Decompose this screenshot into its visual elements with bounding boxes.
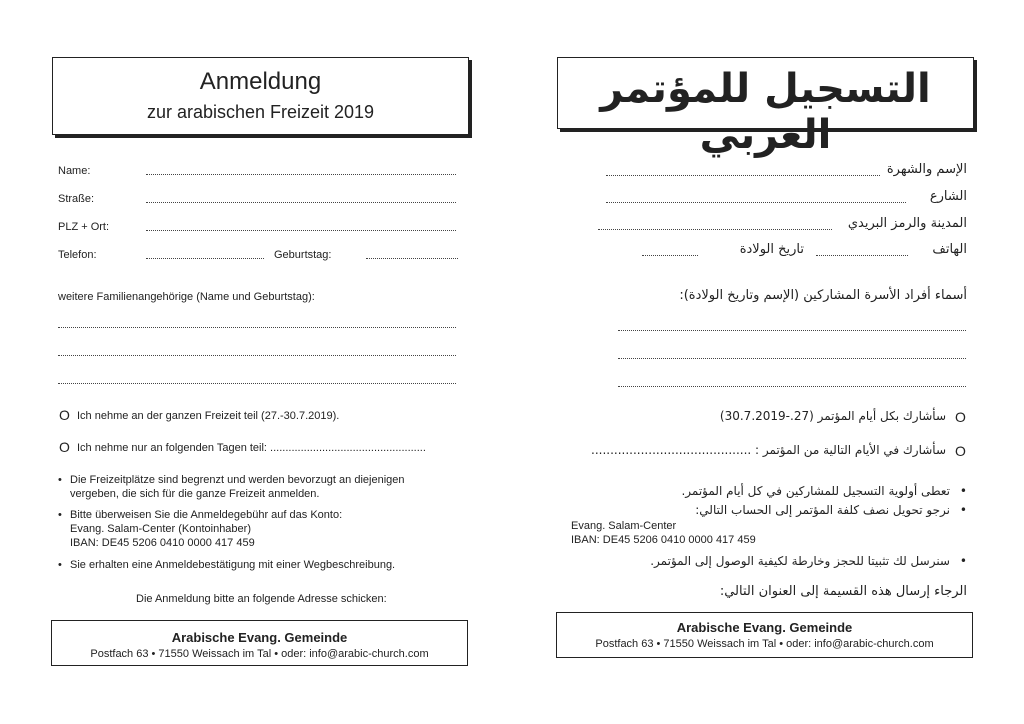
de-plz-field[interactable] bbox=[146, 230, 456, 231]
ar-birthday-field[interactable] bbox=[642, 255, 698, 256]
ar-name-label: الإسم والشهرة bbox=[886, 162, 967, 177]
de-birthday-label: Geburtstag: bbox=[274, 249, 332, 261]
de-bullet-1-line-2: vergeben, die sich für die ganze Freizeit anmelden. bbox=[70, 488, 320, 500]
ar-option-days-label: سأشارك في الأيام التالية من المؤتمر : .......................................... bbox=[591, 443, 946, 457]
ar-page-title: التسجيل للمؤتمر العربي bbox=[600, 66, 931, 158]
ar-family-line-1[interactable] bbox=[618, 330, 966, 331]
de-bullet-2-line-2: Evang. Salam-Center (Kontoinhaber) bbox=[70, 523, 251, 535]
de-family-line-2[interactable] bbox=[58, 355, 456, 356]
de-title-box bbox=[52, 57, 469, 135]
ar-option-full-label: سأشارك بكل أيام المؤتمر (27.-30.7.2019) bbox=[719, 409, 946, 423]
de-bullet-2-line-3: IBAN: DE45 5206 0410 0000 417 459 bbox=[70, 537, 255, 549]
ar-bullet-1-text: تعطى أولوية التسجيل للمشاركين في كل أيام المؤتمر. bbox=[681, 484, 950, 498]
ar-bullet-2-text: نرجو تحويل نصف كلفة المؤتمر إلى الحساب التالي: bbox=[695, 503, 950, 517]
de-name-field[interactable] bbox=[146, 174, 456, 175]
ar-birthday-label: تاريخ الولادة bbox=[739, 242, 804, 257]
de-family-line-3[interactable] bbox=[58, 383, 456, 384]
bullet-icon: • bbox=[58, 559, 62, 571]
ar-title-box bbox=[557, 57, 974, 158]
de-option-full-radio[interactable]: O bbox=[59, 407, 70, 423]
ar-account-iban: IBAN: DE45 5206 0410 0000 417 459 bbox=[571, 534, 756, 546]
ar-option-days-radio[interactable]: O bbox=[955, 443, 966, 459]
de-bullet-3-text: Sie erhalten eine Anmeldebestätigung mit einer Wegbeschreibung. bbox=[70, 559, 396, 571]
de-plz-label: PLZ + Ort: bbox=[58, 221, 110, 233]
de-street-label: Straße: bbox=[58, 193, 95, 205]
ar-bullet-3-text: سنرسل لك تثبيتا للحجز وخارطة لكيفية الوصول إلى المؤتمر. bbox=[650, 554, 950, 568]
de-family-label: weitere Familienangehörige (Name und Geburtstag): bbox=[58, 291, 315, 303]
de-street-field[interactable] bbox=[146, 202, 456, 203]
de-option-days-radio[interactable]: O bbox=[59, 439, 70, 455]
ar-phone-field[interactable] bbox=[816, 255, 908, 256]
ar-street-label: الشارع bbox=[929, 189, 967, 204]
ar-family-line-3[interactable] bbox=[618, 386, 966, 387]
de-name-label: Name: bbox=[58, 165, 91, 177]
bullet-icon: • bbox=[58, 509, 62, 521]
bullet-icon: • bbox=[58, 474, 62, 486]
ar-city-label: المدينة والرمز البريدي bbox=[847, 216, 967, 231]
ar-address-line: Postfach 63 • 71550 Weissach im Tal • oder: info@arabic-church.com bbox=[595, 638, 934, 650]
de-bullet-2-line-1: Bitte überweisen Sie die Anmeldegebühr auf das Konto: bbox=[70, 509, 343, 521]
de-option-days-label: Ich nehme nur an folgenden Tagen teil: ................................................... bbox=[77, 442, 426, 454]
de-bullet-1-line-1: Die Freizeitplätze sind begrenzt und werden bevorzugt an diejenigen bbox=[70, 474, 405, 486]
ar-family-line-2[interactable] bbox=[618, 358, 966, 359]
de-address-name: Arabische Evang. Gemeinde bbox=[171, 630, 348, 645]
ar-name-field[interactable] bbox=[606, 175, 880, 176]
ar-city-field[interactable] bbox=[598, 229, 832, 230]
ar-phone-label: الهاتف bbox=[932, 242, 967, 257]
ar-bullet-2-icon: • bbox=[959, 503, 967, 517]
ar-option-full-radio[interactable]: O bbox=[955, 409, 966, 425]
ar-account-name: Evang. Salam-Center bbox=[571, 520, 677, 532]
de-send-to: Die Anmeldung bitte an folgende Adresse schicken: bbox=[136, 593, 387, 605]
de-page-title: Anmeldung bbox=[199, 68, 322, 95]
de-page-subtitle: zur arabischen Freizeit 2019 bbox=[146, 102, 375, 122]
ar-bullet-3-icon: • bbox=[959, 554, 967, 568]
ar-bullet-1-icon: • bbox=[959, 484, 967, 498]
ar-address-name: Arabische Evang. Gemeinde bbox=[676, 620, 853, 635]
ar-family-label: أسماء أفراد الأسرة المشاركين (الإسم وتاريخ الولادة): bbox=[679, 288, 967, 303]
de-address-box bbox=[51, 620, 468, 666]
de-family-line-1[interactable] bbox=[58, 327, 456, 328]
de-option-full-label: Ich nehme an der ganzen Freizeit teil (27.-30.7.2019). bbox=[77, 410, 340, 422]
de-phone-label: Telefon: bbox=[58, 249, 97, 261]
de-birthday-field[interactable] bbox=[366, 258, 458, 259]
de-address-line: Postfach 63 • 71550 Weissach im Tal • oder: info@arabic-church.com bbox=[90, 648, 429, 660]
de-phone-field[interactable] bbox=[146, 258, 264, 259]
ar-address-box bbox=[556, 612, 973, 658]
ar-send-to: الرجاء إرسال هذه القسيمة إلى العنوان التالي: bbox=[719, 584, 967, 599]
ar-street-field[interactable] bbox=[606, 202, 906, 203]
